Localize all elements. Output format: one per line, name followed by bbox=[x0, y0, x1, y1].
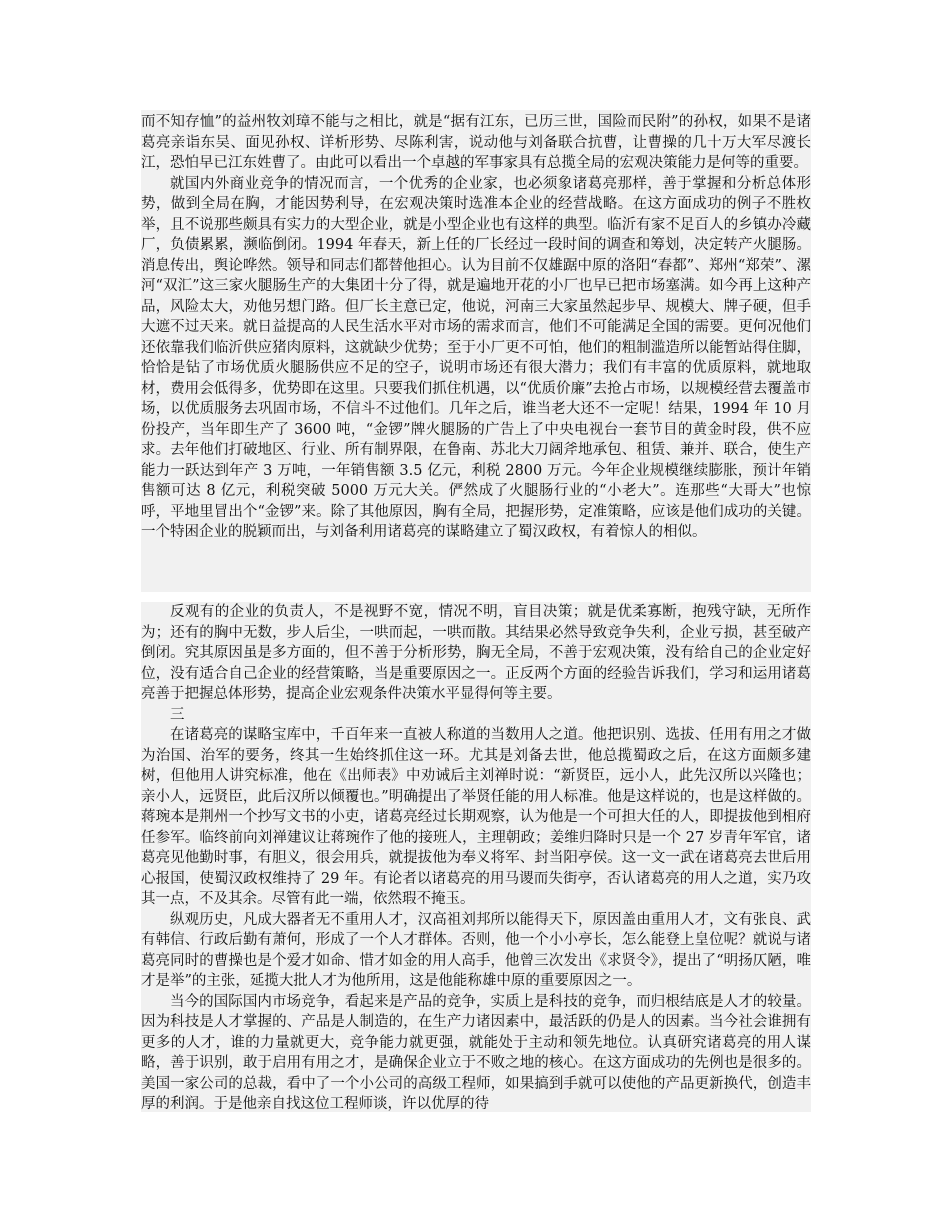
paragraph-continuation: 而不知存恤”的益州牧刘璋不能与之相比，就是“据有江东，已历三世，国险而民附”的孙权，如果不是诸葛亮亲诣东吴、面见孙权、详析形势、尽陈利害，说动他与刘备联合抗曹，让曹操的几十万大军尽渡长江，恐怕早已江东姓曹了。由此可以看出一个卓越的军事家具有总揽全局的宏观决策能力是何等的重要。 bbox=[141, 114, 811, 171]
paragraph-counterexample: 反观有的企业的负责人，不是视野不宽，情况不明，盲目决策；就是优柔寡断，抱残守缺，无所作为；还有的胸中无数，步人后尘，一哄而起，一哄而散。其结果必然导致竞争失利，企业亏损，甚至破产倒闭。究其原因虽是多方面的，但不善于分析形势，胸无全局，不善于宏观决策，没有给自己的企业定好位，没有适合自己企业的经营策略，当是重要原因之一。正反两个方面的经验告诉我们，学习和运用诸葛亮善于把握总体形势，提高企业宏观条件决策水平显得何等主要。 bbox=[141, 604, 811, 702]
paragraph-modern-competition: 当今的国际国内市场竞争，看起来是产品的竞争，实质上是科技的竞争，而归根结底是人才的较量。因为科技是人才掌握的、产品是人制造的，在生产力诸因素中，最活跃的仍是人的因素。当今社会谁拥有更多的人才，谁的力量就更大，竞争能力就更强，就能处于主动和领先地位。认真研究诸葛亮的用人谋略，善于识别，敢于启用有用之才，是确保企业立于不败之地的核心。在这方面成功的先例也是很多的。美国一家公司的总裁，看中了一个小公司的高级工程师，如果搞到手就可以使他的产品更新换代，创造丰厚的利润。于是他亲自找这位工程师谈，许以优厚的待 bbox=[141, 993, 811, 1112]
section-number-heading: 三 bbox=[170, 706, 185, 723]
paragraph-history-talent: 纵观历史，凡成大器者无不重用人才，汉高祖刘邦所以能得天下，原因盖由重用人才，文有张良、武有韩信、行政后勤有萧何，形成了一个人才群体。否则，他一个小小亭长，怎么能登上皇位呢？就说与诸葛亮同时的曹操也是个爱才如命、惜才如金的用人高手，他曾三次发出《求贤令》，提出了“明扬仄陋，唯才是举”的主张，延揽大批人才为他所用，这是他能称雄中原的重要原因之一。 bbox=[141, 911, 811, 989]
paragraph-business-competition: 就国内外商业竞争的情况而言，一个优秀的企业家，也必须象诸葛亮那样，善于掌握和分析总体形势，做到全局在胸，才能因势利导，在宏观决策时选准本企业的经营战略。在这方面成功的例子不胜枚举，且不说那些颇具有实力的大型企业，就是小型企业也有这样的典型。临沂有家不足百人的乡镇办冷藏厂，负债累累，濒临倒闭。1994 年春天，新上任的厂长经过一段时间的调查和筹划，决定转产火腿肠。消息传出，舆论哗然。领导和同志们都替他担心。认为目前不仅雄踞中原的洛阳“春都”、郑州“郑荣”、漯河“双汇”这三家火腿肠生产的大集团十分了得，就是遍地开花的小厂也早已把市场塞满。如今再上这种产品，风险太大，劝他另想门路。但厂长主意已定，他说，河南三大家虽然起步早、规模大、牌子硬，但手大遮不过天来。就日益提高的人民生活水平对市场的需求而言，他们不可能满足全国的需要。更何况他们还依靠我们临沂供应猪肉原料，这就缺少优势；至于小厂更不可怕，他们的粗制滥造所以能暂站得住脚，恰恰是钻了市场优质火腿肠供应不足的空子，说明市场还有很大潜力；我们有丰富的优质原料，就地取材，费用会低得多，优势即在这里。只要我们抓住机遇，以“优质价廉”去抢占市场，以规模经营去覆盖市场，以优质服务去巩固市场，不信斗不过他们。几年之后，谁当老大还不一定呢！结果，1994 年 10 月份投产，当年即生产了 3600 吨，“金锣”牌火腿肠的广告上了中央电视台一套节目的黄金时段，供不应求。去年他们打破地区、行业、所有制界限，在鲁南、苏北大刀阔斧地承包、租赁、兼并、联合，使生产能力一跃达到年产 3 万吨，一年销售额 3.5 亿元，利税 2800 万元。今年企业规模继续膨胀，预计年销售额可达 8 亿元，利税突破 5000 万元大关。俨然成了火腿肠行业的“小老大”。连那些“大哥大”也惊呼，平地里冒出个“金锣”来。除了其他原因，胸有全局，把握形势，定准策略，应该是他们成功的关键。一个特困企业的脱颖而出，与刘备利用诸葛亮的谋略建立了蜀汉政权，有着惊人的相似。 bbox=[141, 175, 811, 540]
text-block-lower bbox=[141, 602, 811, 1112]
paragraph-talent-strategy: 在诸葛亮的谋略宝库中，千百年来一直被人称道的当数用人之道。他把识别、选拔、任用有用之才做为治国、治军的要务，终其一生始终抓住这一环。尤其是刘备去世，他总揽蜀政之后，在这方面颇多建树，但他用人讲究标准，他在《出师表》中劝诫后主刘禅时说：“新贤臣，远小人，此先汉所以兴隆也；亲小人，远贤臣，此后汉所以倾覆也。”明确提出了举贤任能的用人标准。他是这样说的，也是这样做的。蒋琬本是荆州一个抄写文书的小吏，诸葛亮经过长期观察，认为他是一个可担大任的人，即提拔他到相府任参军。临终前向刘禅建议让蒋琬作了他的接班人，主理朝政；姜维归降时只是一个 27 岁青年军官，诸葛亮见他勤时事，有胆义，很会用兵，就提拔他为奉义将军、封当阳亭侯。这一文一武在诸葛亮去世后用心报国，使蜀汉政权维持了 29 年。有论者以诸葛亮的用马谡而失街亭，否认诸葛亮的用人之道，实乃攻其一点，不及其余。尽管有此一端，依然瑕不掩玉。 bbox=[141, 727, 811, 907]
text-block-upper bbox=[141, 110, 811, 592]
